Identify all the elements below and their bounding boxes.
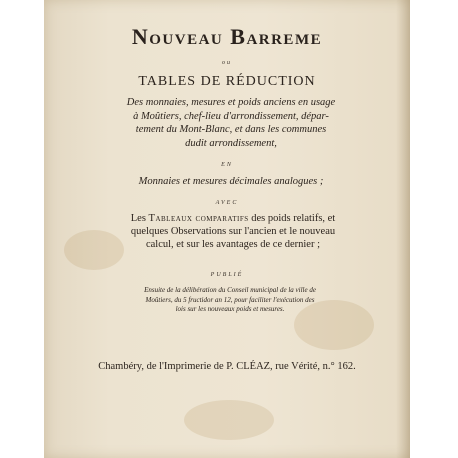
printer-imprint: Chambéry, de l'Imprimerie de P. CLÉAZ, rue Vérité, n.° 162.: [98, 361, 356, 372]
tableaux-rest: des poids relatifs, et: [251, 213, 336, 224]
separator-ou: ou: [222, 60, 232, 66]
monnaies-line: Monnaies et mesures décimales analogues ;: [138, 176, 324, 187]
ensuite-paragraph: [80, 286, 380, 315]
document-title: Nouveau Barreme: [131, 24, 323, 49]
description-line: dudit arrondissement,: [185, 137, 277, 149]
ensuite-line: Moûtiers, du 5 fructidor an 12, pour faciliter l'exécution des: [145, 295, 315, 304]
tableaux-smallcaps: Tableaux comparatifs: [148, 213, 249, 224]
description-line: Des monnaies, mesures et poids anciens en usage: [126, 97, 336, 108]
document-page: [44, 0, 410, 458]
page-edge-shadow: [396, 0, 410, 458]
separator-en: EN: [221, 162, 233, 168]
description-line: tement du Mont-Blanc, et dans les communes: [135, 124, 327, 135]
tableaux-line: calcul, et sur les avantages de ce dernier ;: [145, 239, 321, 250]
tableaux-line: quelques Observations sur l'ancien et le nouveau: [130, 226, 336, 237]
paper-stain: [184, 400, 274, 440]
description-line: à Moûtiers, chef-lieu d'arrondissement, dépar-: [133, 110, 329, 122]
document-subtitle: TABLES DE RÉDUCTION: [138, 74, 316, 89]
ensuite-line: lois sur les nouveaux poids et mesures.: [175, 305, 285, 313]
separator-publie: PUBLIÉ: [210, 272, 244, 278]
separator-avec: AVEC: [215, 200, 239, 206]
description: [82, 96, 380, 150]
tableaux-paragraph: [84, 212, 382, 251]
tableaux-line: [84, 212, 382, 225]
ensuite-line: Ensuite de la délibération du Conseil municipal de la ville de: [144, 286, 316, 294]
tableaux-prefix: Les: [130, 213, 146, 224]
